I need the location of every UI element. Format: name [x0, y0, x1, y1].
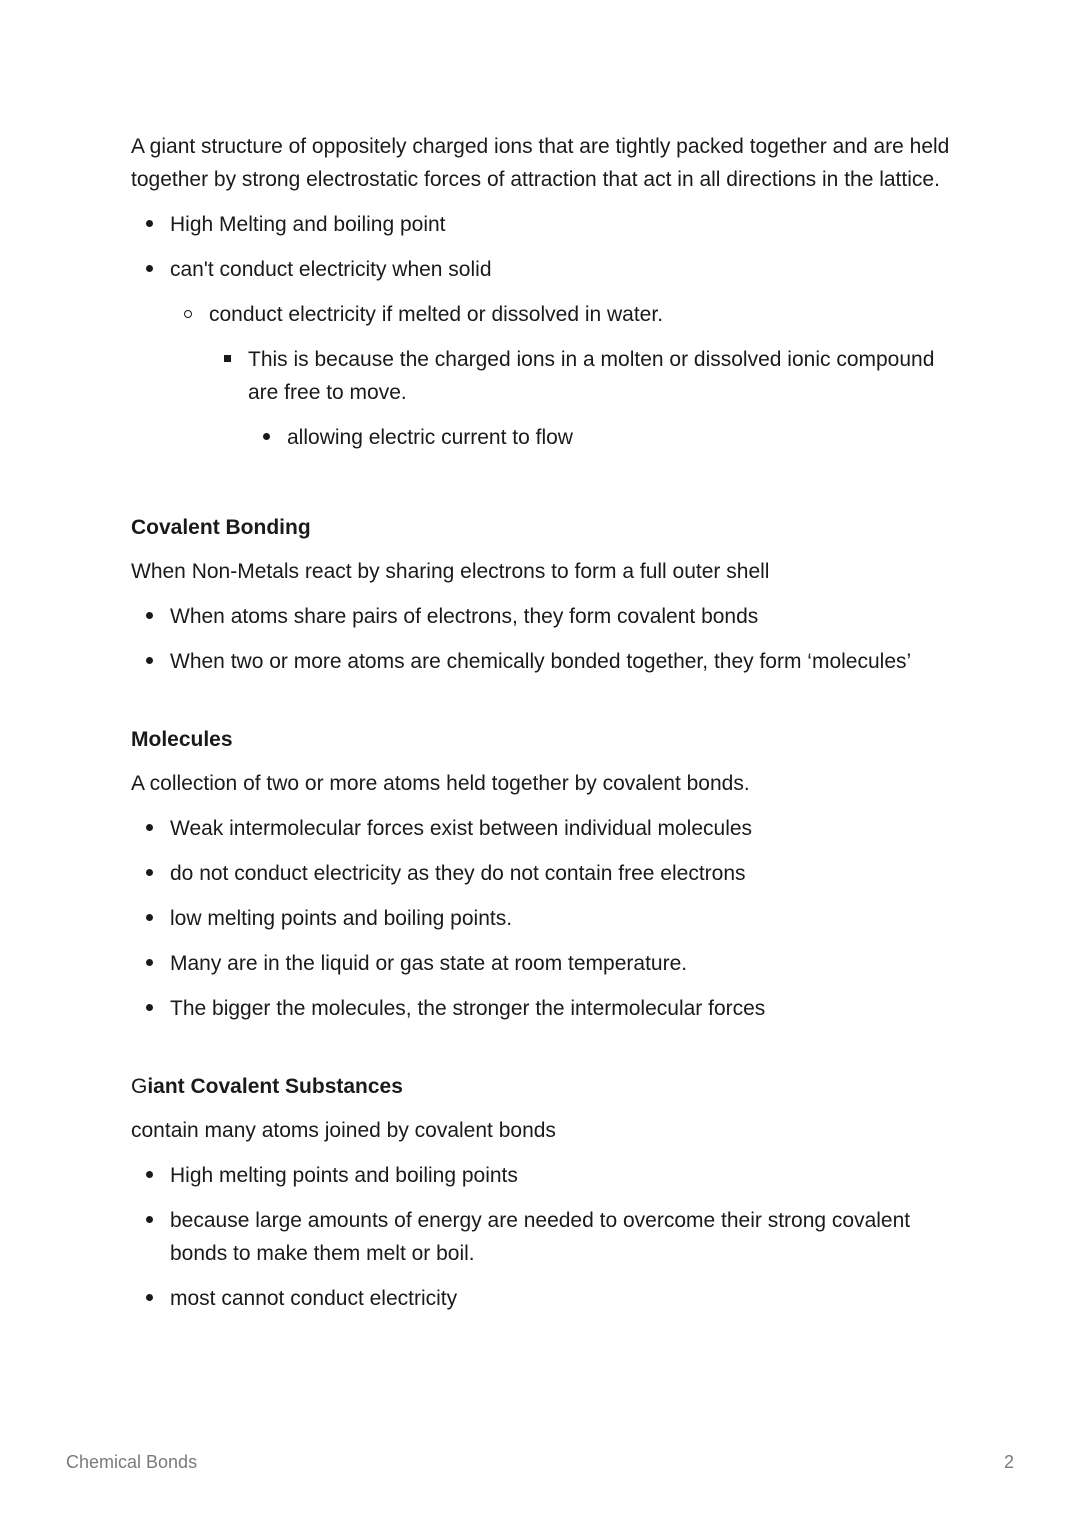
- bullet-disc-icon: [139, 208, 159, 241]
- footer-document-title: Chemical Bonds: [66, 1452, 198, 1472]
- footer-page-number: 2: [1003, 1452, 1014, 1472]
- list-item: because large amounts of energy are needed to overcome their strong covalent bonds to make them melt or boil.: [131, 1204, 961, 1270]
- bullet-disc-icon: [139, 645, 159, 678]
- bullet-disc-icon: [139, 812, 159, 845]
- list-item: most cannot conduct electricity: [131, 1282, 961, 1315]
- list-item: can't conduct electricity when solid: [131, 253, 961, 286]
- list-item: allowing electric current to flow: [131, 421, 961, 454]
- bullet-disc-icon: [139, 1159, 159, 1192]
- giant-covalent-intro: contain many atoms joined by covalent bonds: [131, 1119, 556, 1142]
- list-item: When two or more atoms are chemically bonded together, they form ‘molecules’: [131, 645, 961, 678]
- bullet-disc-icon: [139, 992, 159, 1025]
- list-item: Many are in the liquid or gas state at room temperature.: [131, 947, 961, 980]
- bullet-disc-icon: [139, 253, 159, 286]
- molecules-intro: A collection of two or more atoms held together by covalent bonds.: [131, 772, 750, 795]
- bullet-disc-icon: [139, 857, 159, 890]
- bullet-disc-icon: [139, 902, 159, 935]
- giant-covalent-heading: Giant Covalent Substances: [131, 1075, 403, 1098]
- document-body: [131, 130, 961, 1327]
- list-item: do not conduct electricity as they do not contain free electrons: [131, 857, 961, 890]
- list-item: When atoms share pairs of electrons, they form covalent bonds: [131, 600, 961, 633]
- ionic-intro: A giant structure of oppositely charged ions that are tightly packed together and are held together by strong electrostatic forces of attraction that act in all directions in the lattice.: [131, 135, 950, 191]
- bullet-disc-icon: [139, 947, 159, 980]
- bullet-disc-icon: [139, 1204, 159, 1237]
- list-item: Weak intermolecular forces exist between individual molecules: [131, 812, 961, 845]
- molecules-heading: Molecules: [131, 728, 233, 751]
- list-item: conduct electricity if melted or dissolved in water.: [131, 298, 961, 331]
- covalent-heading: Covalent Bonding: [131, 516, 311, 539]
- bullet-square-icon: [217, 343, 237, 376]
- bullet-disc-icon: [139, 600, 159, 633]
- bullet-disc-icon: [256, 421, 276, 454]
- list-item: low melting points and boiling points.: [131, 902, 961, 935]
- list-item: This is because the charged ions in a molten or dissolved ionic compound are free to move.: [131, 343, 961, 409]
- bullet-disc-icon: [139, 1282, 159, 1315]
- list-item: High melting points and boiling points: [131, 1159, 961, 1192]
- covalent-intro: When Non-Metals react by sharing electrons to form a full outer shell: [131, 560, 770, 583]
- list-item: High Melting and boiling point: [131, 208, 961, 241]
- list-item: The bigger the molecules, the stronger the intermolecular forces: [131, 992, 961, 1025]
- bullet-circle-icon: [178, 298, 198, 331]
